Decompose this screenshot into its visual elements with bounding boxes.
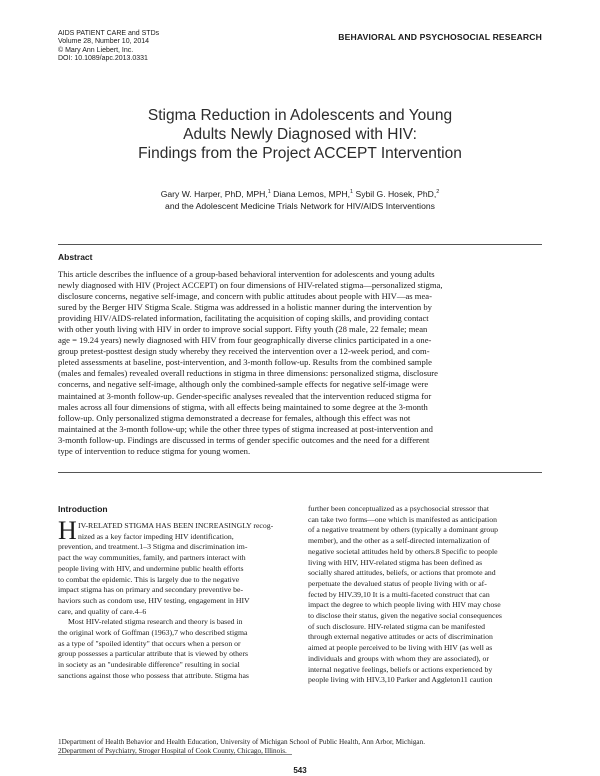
intro-line: haviors such as condom use, HIV testing, engagement in HIV xyxy=(58,595,250,605)
title-line: Adults Newly Diagnosed with HIV: xyxy=(183,126,417,143)
author-names xyxy=(58,188,542,200)
abstract-heading: Abstract xyxy=(58,252,93,262)
introduction-heading: Introduction xyxy=(58,504,108,514)
abstract-line: pleted assessments at baseline, post-intervention, and 3-month follow-up. Results from the combined sample xyxy=(58,357,432,368)
abstract-body xyxy=(58,269,542,457)
intro-line: care, and quality of care.4–6 xyxy=(58,606,147,616)
page-number: 543 xyxy=(293,766,307,775)
author-1: Gary W. Harper, PhD, MPH, xyxy=(160,189,268,199)
drop-cap: H xyxy=(58,516,77,545)
author-network: and the Adolescent Medicine Trials Network for HIV/AIDS Interventions xyxy=(165,201,435,211)
intro-line: fected by HIV.39,10 It is a multi-faceted construct that can xyxy=(308,589,490,599)
section-header: BEHAVIORAL AND PSYCHOSOCIAL RESEARCH xyxy=(338,32,542,42)
intro-line: socially shared attitudes, beliefs, or actions that promote and xyxy=(308,568,496,578)
intro-line: of such disclosure. HIV-related stigma can be manifested xyxy=(308,621,486,631)
intro-line: member), and the other as a self-directed internalization of xyxy=(308,536,490,546)
intro-line: negative societal attitudes held by others.8 Specific to people xyxy=(308,546,498,556)
intro-line: living with HIV, HIV-related stigma has been defined as xyxy=(308,557,483,567)
intro-line: nized as a key factor impeding HIV identification, xyxy=(78,531,234,541)
journal-info xyxy=(58,30,159,64)
intro-line: of a negative treatment by others (typically a dominant group xyxy=(308,525,499,535)
left-column xyxy=(58,516,292,682)
intro-line: IV-RELATED STIGMA HAS BEEN INCREASINGLY recog- xyxy=(78,521,274,530)
intro-line: impact the degree to which people living with HIV may chose xyxy=(308,600,501,610)
abstract-line: age = 19.24 years) newly diagnosed with HIV from four geographically diverse clinics participated in a one- xyxy=(58,335,432,346)
intro-line: as a type of "spoiled identity" that occurs when a person or xyxy=(58,638,241,648)
journal-volume: Volume 28, Number 10, 2014 xyxy=(58,38,150,46)
abstract-line: with other youth living with HIV in order to improve social support. Fifty youth (28 male, 22 female; mean xyxy=(58,324,428,335)
author-2-affiliation: 1 xyxy=(350,189,354,196)
intro-line: group possesses a particular attribute that is viewed by others xyxy=(58,649,249,659)
abstract-line: sured by the Berger HIV Stigma Scale. Stigma was addressed in a holistic manner during the intervention by xyxy=(58,302,432,313)
intro-line: the original work of Goffman (1963),7 who described stigma xyxy=(58,628,248,638)
footnotes xyxy=(58,738,425,756)
journal-copyright: © Mary Ann Liebert, Inc. xyxy=(58,46,134,54)
intro-line: can take two forms—one which is manifested as anticipation xyxy=(308,514,497,524)
abstract-line: disclosure concerns, negative self-image, and concern with public attitudes about people with HIV—as mea- xyxy=(58,291,432,302)
author-2: Diana Lemos, MPH, xyxy=(273,189,351,199)
intro-line: people living with HIV.3,10 Parker and Aggleton11 caution xyxy=(308,675,493,685)
abstract-bottom-rule xyxy=(58,472,542,473)
author-1-affiliation: 1 xyxy=(267,189,271,196)
intro-line: individuals and groups with whom they are associated), or xyxy=(308,653,490,663)
intro-line: people living with HIV, and undermine public health efforts xyxy=(58,563,244,573)
title-line: Findings from the Project ACCEPT Intervention xyxy=(138,145,462,162)
intro-line: pact the way communities, family, and partners interact with xyxy=(58,553,246,563)
intro-line: to disclose their status, given the negative social consequences xyxy=(308,611,502,621)
intro-line: impact stigma has on primary and secondary preventive be- xyxy=(58,585,244,595)
abstract-line: This article describes the influence of a group-based behavioral intervention for adolescents and young adults xyxy=(58,269,435,279)
intro-line: internal negative feelings, beliefs or actions experienced by xyxy=(308,664,493,674)
footnote: 2Department of Psychiatry, Stroger Hospital of Cook County, Chicago, Illinois. xyxy=(58,747,287,755)
intro-line: in society as an "undesirable difference" resulting in social xyxy=(58,660,240,670)
author-3-affiliation: 2 xyxy=(436,189,440,196)
abstract-line: (males and females) revealed overall reductions in stigma in three dimensions: personalized stigma, disclosure xyxy=(58,368,438,379)
footnote: 1Department of Health Behavior and Health Education, University of Michigan School of Public Health, Ann Arbor, Michigan. xyxy=(58,738,425,746)
abstract-line: group pretest-posttest design study whereby they received the intervention over a 12-week period, and com- xyxy=(58,346,430,357)
article-title xyxy=(58,106,542,163)
title-line: Stigma Reduction in Adolescents and Young xyxy=(147,107,453,124)
abstract-top-rule xyxy=(58,244,542,245)
abstract-line: concerns, and negative self-image, although only the combined-sample effects for negative self-image were xyxy=(58,379,429,390)
intro-line: sanctions against those who possess that attribute. Stigma has xyxy=(58,670,249,680)
abstract-line: males across all four dimensions of stigma, with all effects being maintained to some degree at the 3-month xyxy=(58,401,428,412)
right-column xyxy=(308,504,542,686)
abstract-line: newly diagnosed with HIV (Project ACCEPT) on four dimensions of HIV-related stigma—personalized stigma, xyxy=(58,280,443,291)
journal-name: AIDS PATIENT CARE and STDs xyxy=(58,30,160,37)
intro-line: further been conceptualized as a psychosocial stressor that xyxy=(308,504,489,513)
abstract-line: maintained at the 3-month follow-up; while the other three types of stigma increased at post-intervention and xyxy=(58,423,433,434)
abstract-line: maintained at 3-month follow-up. Gender-specific analyses revealed that the intervention reduced stigma for xyxy=(58,390,432,401)
intro-line: Most HIV-related stigma research and theory is based in xyxy=(68,617,243,627)
abstract-line: 3-month follow-up. Findings are discussed in terms of gender specific outcomes and the need for a different xyxy=(58,434,430,445)
intro-line: to combat the epidemic. This is largely due to the negative xyxy=(58,574,240,584)
intro-line: perpetuate the devalued status of people living with or af- xyxy=(308,578,487,588)
intro-line: aimed at people perceived to be living with HIV (as well as xyxy=(308,643,493,653)
author-list xyxy=(58,188,542,212)
abstract-line: type of intervention to reduce stigma for young women. xyxy=(58,445,251,456)
author-3: Sybil G. Hosek, PhD, xyxy=(355,189,437,199)
abstract-line: providing HIV/AIDS-related information, facilitating the acquisition of coping skills, and providing contact xyxy=(58,313,429,324)
intro-line: through external negative attitudes or acts of discrimination xyxy=(308,632,493,642)
intro-line: prevention, and treatment.1–3 Stigma and discrimination im- xyxy=(58,542,248,552)
abstract-line: follow-up. Only personalized stigma demonstrated a decrease for females, although this effect was not xyxy=(58,412,411,423)
journal-doi: DOI: 10.1089/apc.2013.0331 xyxy=(58,55,148,63)
